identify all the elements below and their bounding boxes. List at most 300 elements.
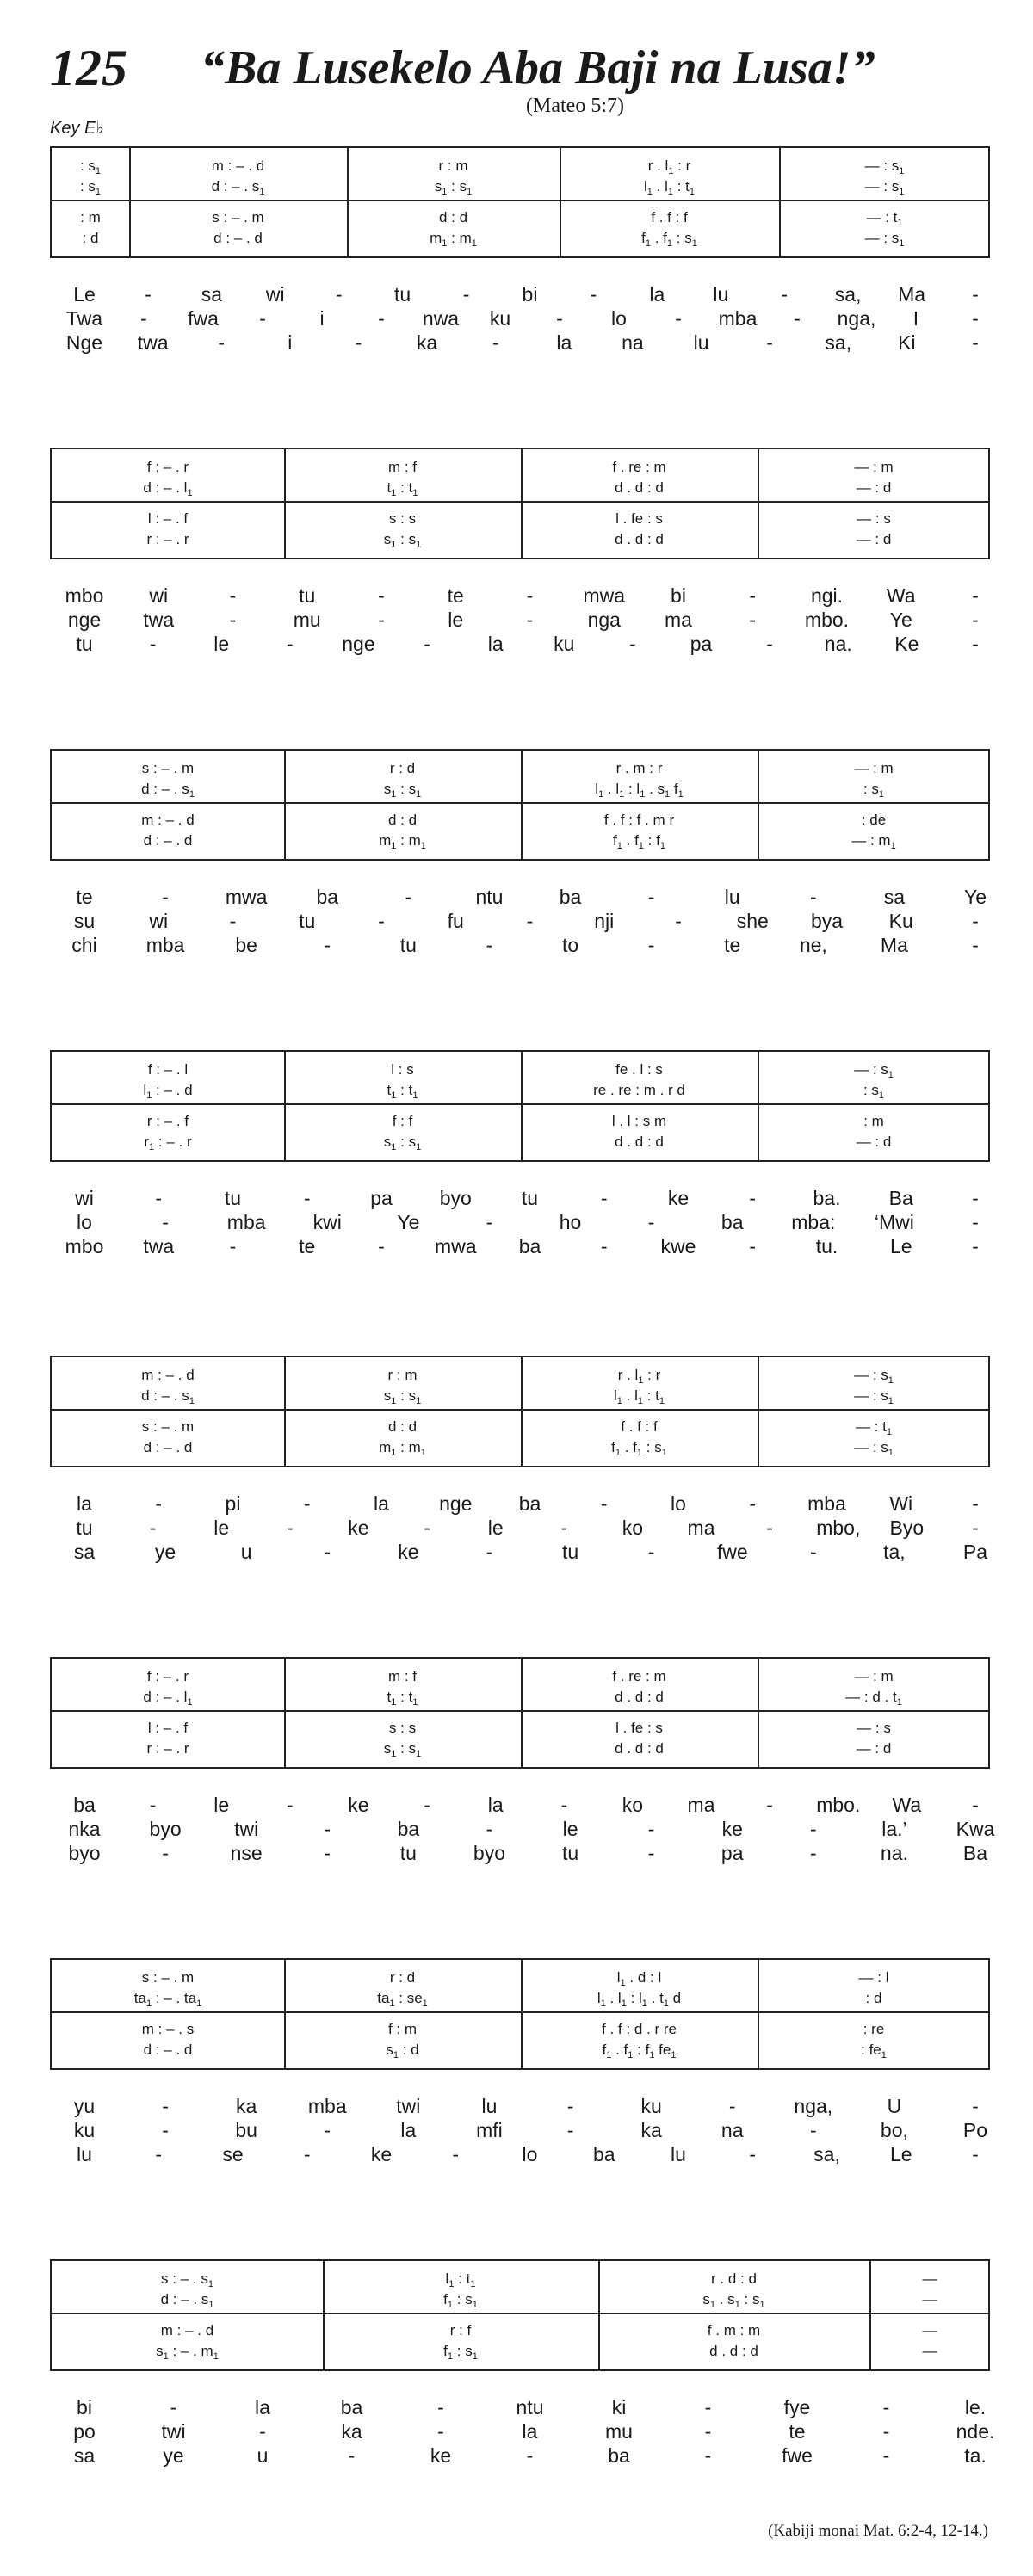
lyric-line-verse-3 <box>50 632 988 656</box>
lyric-syllable: fye <box>783 2396 811 2418</box>
solfa-measure: r : – . r <box>146 1740 189 1757</box>
lyric-line-verse-3 <box>50 1841 988 1865</box>
solfa-measure: d : d <box>387 1418 418 1435</box>
lyric-syllable: twa <box>143 1235 175 1257</box>
lyric-syllable: - <box>809 1541 817 1563</box>
lyric-syllable: nge <box>439 1492 473 1515</box>
lyric-syllable: - <box>766 633 773 655</box>
lyric-syllable: twi <box>396 2095 421 2117</box>
lyric-syllable: - <box>600 1492 608 1515</box>
lyric-syllable: le <box>562 1818 578 1840</box>
lyric-syllable: - <box>229 608 237 631</box>
solfa-measure: s : – . m <box>141 1969 195 1986</box>
lyric-line-verse-3 <box>50 2142 988 2166</box>
lyric-syllable: - <box>348 2444 356 2467</box>
lyric-syllable: pi <box>225 1492 241 1515</box>
solfa-measure: — : m <box>854 760 894 776</box>
lyric-syllable: - <box>600 1235 608 1257</box>
solfa-measure: — : $s_1$ <box>854 1439 894 1458</box>
lyric-syllable: la.’ <box>881 1818 907 1840</box>
lyric-syllable: - <box>647 1818 655 1840</box>
solfa-measure: — : l <box>858 1969 889 1986</box>
lyric-syllable: - <box>600 1187 608 1209</box>
lyric-syllable: ba <box>397 1818 420 1840</box>
lyric-syllable: ku <box>554 633 575 655</box>
solfa-measure: : d <box>82 230 99 246</box>
voice-row <box>52 1989 988 2008</box>
solfa-measure: $s_1$ : – . $m_1$ <box>156 2343 219 2362</box>
lyric-syllable: - <box>486 1211 493 1233</box>
lyric-syllable: lu <box>671 2143 686 2165</box>
lyric-syllable: mba: <box>791 1211 836 1233</box>
lyric-syllable: - <box>492 331 499 354</box>
sol-fa-staff <box>50 1356 990 1467</box>
lyric-syllable: - <box>335 283 343 306</box>
lyric-syllable: ku <box>73 2119 96 2141</box>
solfa-measure: f . f : f <box>621 1418 658 1435</box>
lyric-syllable: Twa <box>65 307 103 330</box>
lyric-syllable: ba <box>518 1492 541 1515</box>
lyric-syllable: fwe <box>782 2444 813 2467</box>
voice-row <box>52 510 988 528</box>
lyric-syllable: la <box>556 331 572 354</box>
solfa-measure: — : $s_1$ <box>854 1367 894 1386</box>
solfa-measure: $t_1$ : $t_1$ <box>387 1689 418 1708</box>
sol-fa-staff <box>50 1050 990 1162</box>
lyric-syllable: - <box>647 886 655 908</box>
lyric-syllable: - <box>162 2095 169 2117</box>
solfa-measure: — : m <box>854 1668 894 1684</box>
lyric-syllable: - <box>378 307 385 330</box>
solfa-measure: — : $s_1$ <box>864 178 905 197</box>
lyric-syllable: wi <box>75 1187 94 1209</box>
solfa-measure: d . d : d <box>615 1740 664 1757</box>
voice-row <box>52 208 988 227</box>
voice-row <box>52 1112 988 1131</box>
lyric-syllable: - <box>972 1492 979 1515</box>
solfa-measure: f . f : f . m r <box>603 812 675 828</box>
lyric-syllable: tu <box>76 1517 93 1539</box>
lyric-line-verse-2 <box>50 2419 995 2443</box>
lyric-syllable: bo, <box>880 2119 908 2141</box>
lyric-syllable: ngi. <box>810 584 844 607</box>
solfa-measure: — : $t_1$ <box>866 209 903 228</box>
lyric-syllable: le <box>213 633 230 655</box>
lyric-syllable: mba <box>307 2095 347 2117</box>
lyric-syllable: - <box>882 2396 890 2418</box>
lyric-syllable: ba <box>316 886 339 908</box>
lyric-syllable: ta, <box>883 1541 906 1563</box>
lyric-syllable: twi <box>234 1818 259 1840</box>
lyric-syllable: ntu <box>516 2396 544 2418</box>
lyric-syllable: la <box>522 2420 538 2443</box>
lyric-syllable: la <box>374 1492 389 1515</box>
lyric-line-verse-2 <box>50 1817 995 1841</box>
solfa-measure: r : – . r <box>146 531 189 547</box>
lyric-syllable: - <box>972 2143 979 2165</box>
solfa-measure: — <box>922 2343 937 2359</box>
lyric-syllable: - <box>424 633 430 655</box>
lyric-syllable: - <box>794 307 801 330</box>
lyric-syllable: mfi <box>476 2119 503 2141</box>
lyric-syllable: lu <box>713 283 729 306</box>
lyric-syllable: - <box>749 1187 757 1209</box>
solfa-measure: f : f <box>392 1113 413 1129</box>
lyric-syllable: la <box>255 2396 270 2418</box>
lyric-syllable: po <box>73 2420 96 2443</box>
lyric-syllable: ba <box>73 1794 96 1816</box>
lyric-syllable: lu <box>77 2143 92 2165</box>
lyric-syllable: mba <box>807 1492 846 1515</box>
lyric-syllable: mba <box>718 307 758 330</box>
lyric-syllable: Le <box>889 2143 912 2165</box>
solfa-measure: — <box>922 2270 937 2287</box>
lyric-syllable: - <box>749 1235 757 1257</box>
lyric-syllable: bi <box>522 283 538 306</box>
solfa-measure: m : f <box>387 459 418 475</box>
lyric-syllable: - <box>303 2143 311 2165</box>
lyric-syllable: - <box>303 1492 311 1515</box>
voice-row <box>52 831 988 850</box>
solfa-measure: f . f : d . r re <box>602 2021 677 2037</box>
lyric-syllable: la <box>487 633 504 655</box>
lyric-syllable: ke <box>667 1187 690 1209</box>
solfa-measure: — : s <box>857 1720 891 1736</box>
solfa-measure: — : $s_1$ <box>854 1061 894 1080</box>
lyric-syllable: - <box>378 1235 385 1257</box>
lyric-syllable: ke <box>348 1517 369 1539</box>
lyric-syllable: - <box>560 1794 568 1816</box>
solfa-measure: r . m : r <box>615 760 663 776</box>
lyric-line-verse-3 <box>50 330 988 355</box>
solfa-measure: : de <box>861 812 887 828</box>
lyric-syllable: tu <box>299 584 316 607</box>
lyric-syllable: mba <box>145 934 185 956</box>
lyric-syllable: I <box>912 307 919 330</box>
lyric-syllable: ho <box>559 1211 582 1233</box>
lyric-syllable: mbo. <box>804 608 850 631</box>
lyric-syllable: - <box>162 886 169 908</box>
lyric-syllable: ka <box>640 2119 662 2141</box>
lyric-syllable: ka <box>341 2420 362 2443</box>
lyric-syllable: ke <box>430 2444 452 2467</box>
solfa-measure: — : $s_1$ <box>864 158 905 176</box>
lyric-line-verse-1 <box>50 885 988 909</box>
lyric-syllable: u <box>240 1541 252 1563</box>
lyric-syllable: - <box>972 1794 979 1816</box>
solfa-measure: — : $s_1$ <box>864 230 905 249</box>
lyric-syllable: - <box>324 1541 331 1563</box>
solfa-measure: $l_1$ . $l_1$ : $l_1$ . $s_1$ $f_1$ <box>595 781 684 800</box>
lyric-syllable: - <box>590 283 597 306</box>
lyric-syllable: - <box>781 283 789 306</box>
lyric-syllable: Ki <box>898 331 916 354</box>
voice-row <box>52 2321 988 2340</box>
lyric-syllable: - <box>766 331 773 354</box>
solfa-measure: — : d <box>856 1740 892 1757</box>
lyric-syllable: - <box>149 1517 157 1539</box>
lyric-syllable: - <box>809 886 817 908</box>
lyric-syllable: u <box>257 2444 269 2467</box>
lyric-syllable: la <box>77 1492 92 1515</box>
solfa-measure: d . d : d <box>615 1689 664 1705</box>
solfa-measure: d : – . d <box>143 2042 193 2058</box>
lyric-syllable: pa <box>370 1187 393 1209</box>
lyric-syllable: nka <box>68 1818 101 1840</box>
lyric-syllable: - <box>162 1842 169 1864</box>
hymn-header <box>50 38 988 138</box>
lyric-syllable: - <box>324 934 331 956</box>
lyric-syllable: - <box>355 331 362 354</box>
lyric-syllable: sa, <box>825 331 852 354</box>
sol-fa-staff <box>50 1958 990 2070</box>
solfa-measure: m : f <box>387 1668 418 1684</box>
lyric-syllable: ke <box>370 2143 393 2165</box>
lyric-line-verse-2 <box>50 1516 988 1540</box>
solfa-measure: $t_1$ : $t_1$ <box>387 1082 418 1101</box>
lyric-syllable: to <box>561 934 579 956</box>
lyric-syllable: - <box>486 934 493 956</box>
lyric-syllable: - <box>259 307 266 330</box>
voice-row <box>52 1438 988 1457</box>
solfa-measure: re . re : m . r d <box>593 1082 685 1098</box>
lyric-syllable: fu <box>447 910 464 932</box>
lyric-syllable: she <box>736 910 769 932</box>
solfa-measure: f : – . r <box>146 459 189 475</box>
voice-row <box>52 2290 988 2309</box>
lyric-syllable: - <box>972 1235 979 1257</box>
lyric-syllable: - <box>675 910 682 932</box>
lyric-line-verse-2 <box>50 608 988 632</box>
lyric-syllable: - <box>566 2119 574 2141</box>
lyric-syllable: lo <box>77 1211 92 1233</box>
lyric-line-verse-1 <box>50 584 988 608</box>
lyric-syllable: tu <box>399 1842 417 1864</box>
lyric-syllable: - <box>462 283 470 306</box>
voice-row <box>52 479 988 497</box>
solfa-measure: $s_1$ : $s_1$ <box>434 178 473 197</box>
lyric-syllable: mbo, <box>816 1517 861 1539</box>
voice-row <box>52 177 988 196</box>
lyric-syllable: nga, <box>837 307 876 330</box>
lyric-syllable: la <box>487 1794 504 1816</box>
lyric-syllable: ma <box>665 608 692 631</box>
lyric-syllable: Pa <box>962 1541 988 1563</box>
lyric-syllable: - <box>675 307 682 330</box>
lyric-syllable: - <box>728 2095 736 2117</box>
lyric-syllable: - <box>972 633 979 655</box>
solfa-measure: — : d <box>856 1134 892 1150</box>
lyric-syllable: kwi <box>312 1211 342 1233</box>
lyric-syllable: pa <box>690 633 713 655</box>
solfa-measure: d . d : d <box>709 2343 758 2359</box>
lyric-syllable: lu <box>724 886 740 908</box>
solfa-measure: s : – . m <box>212 209 264 225</box>
solfa-measure: m : – . s <box>141 2021 195 2037</box>
lyric-syllable: - <box>486 1818 493 1840</box>
lyric-syllable: - <box>809 1842 817 1864</box>
lyric-syllable: - <box>162 1211 169 1233</box>
lyric-syllable: na <box>721 2119 744 2141</box>
solfa-measure: $f_1$ . $f_1$ : $s_1$ <box>641 230 697 249</box>
lyric-syllable: - <box>882 2420 890 2443</box>
solfa-measure: — : s <box>857 510 891 527</box>
lyric-syllable: - <box>749 1492 757 1515</box>
voice-row <box>52 157 988 176</box>
lyric-syllable: tu <box>521 1187 539 1209</box>
solfa-measure: r . d : d <box>711 2270 757 2287</box>
lyric-syllable: tu <box>299 910 316 932</box>
voice-row <box>52 1133 988 1152</box>
solfa-measure: $s_1$ : $s_1$ <box>383 531 422 550</box>
solfa-measure: — : d <box>856 531 892 547</box>
lyric-syllable: ba <box>608 2444 630 2467</box>
lyric-syllable: mwa <box>583 584 626 607</box>
solfa-measure: s : – . m <box>141 1418 195 1435</box>
lyric-syllable: - <box>155 1492 163 1515</box>
lyric-syllable: Le <box>889 1235 912 1257</box>
solfa-measure: : d <box>865 1990 882 2006</box>
lyric-syllable: U <box>887 2095 902 2117</box>
lyric-syllable: - <box>647 1842 655 1864</box>
solfa-measure: — : d . $t_1$ <box>845 1689 902 1708</box>
lyric-line-verse-2 <box>50 2118 988 2142</box>
solfa-measure: l . fe : s <box>615 510 663 527</box>
lyric-syllable: - <box>972 1517 979 1539</box>
lyric-syllable: mwa <box>434 1235 477 1257</box>
lyric-syllable: nwa <box>422 307 460 330</box>
solfa-measure: m : – . d <box>160 2322 214 2338</box>
solfa-measure: $l_1$ . $l_1$ : $t_1$ <box>643 178 696 197</box>
lyric-syllable: - <box>229 1235 237 1257</box>
lyric-syllable: - <box>149 633 157 655</box>
voice-row <box>52 1739 988 1758</box>
lyric-syllable: - <box>647 1541 655 1563</box>
voice-row <box>52 2041 988 2060</box>
solfa-measure: — : m <box>854 459 894 475</box>
lyric-syllable: - <box>162 2119 169 2141</box>
lyric-syllable: ma <box>687 1794 715 1816</box>
lyric-syllable: nga, <box>794 2095 833 2117</box>
solfa-measure: m : – . d <box>211 158 265 174</box>
solfa-measure: f : – . l <box>147 1061 189 1078</box>
lyric-syllable: Le <box>73 283 96 306</box>
solfa-measure: $m_1$ : $m_1$ <box>379 1439 426 1458</box>
lyric-syllable: ntu <box>475 886 504 908</box>
lyric-syllable: tu <box>224 1187 242 1209</box>
solfa-measure: $f_1$ . $f_1$ : $f_1$ <box>613 832 665 851</box>
lyric-syllable: sa, <box>813 2143 840 2165</box>
solfa-measure: $s_1$ : d <box>386 2042 419 2060</box>
lyric-syllable: byo <box>473 1842 505 1864</box>
lyric-syllable: la <box>649 283 665 306</box>
voice-row <box>52 811 988 830</box>
solfa-measure: — <box>922 2322 937 2338</box>
solfa-measure: fe . l : s <box>615 1061 663 1078</box>
solfa-measure: $l_1$ : $t_1$ <box>445 2270 476 2289</box>
lyric-syllable: Ma <box>880 934 908 956</box>
lyric-syllable: - <box>287 633 294 655</box>
voice-row <box>52 1968 988 1987</box>
solfa-measure: f . f : f <box>651 209 688 225</box>
solfa-measure: $l_1$ . $l_1$ : $l_1$ . $t_1$ d <box>597 1990 682 2009</box>
lyric-syllable: - <box>324 1818 331 1840</box>
lyric-syllable: nge <box>67 608 102 631</box>
lyric-syllable: fwa <box>188 307 219 330</box>
lyric-syllable: - <box>972 307 979 330</box>
lyric-syllable: bi <box>77 2396 92 2418</box>
lyric-syllable: Ye <box>397 1211 420 1233</box>
lyric-syllable: Ye <box>889 608 912 631</box>
lyric-syllable: bya <box>810 910 844 932</box>
lyric-syllable: byo <box>68 1842 101 1864</box>
voice-row <box>52 2342 988 2361</box>
lyric-syllable: - <box>526 910 534 932</box>
lyric-syllable: ba <box>592 2143 615 2165</box>
hymn-number: 125 <box>50 40 127 96</box>
lyric-syllable: lo <box>522 2143 538 2165</box>
lyric-syllable: - <box>170 2396 177 2418</box>
lyric-syllable: - <box>324 2119 331 2141</box>
lyric-syllable: mu <box>293 608 321 631</box>
solfa-measure: d : – . $s_1$ <box>211 178 265 197</box>
solfa-measure: d : – . $s_1$ <box>141 1387 195 1406</box>
solfa-measure: $ta_1$ : – . $ta_1$ <box>133 1990 202 2009</box>
lyric-syllable: se <box>222 2143 244 2165</box>
lyric-syllable: ba. <box>813 1187 841 1209</box>
voice-row <box>52 229 988 248</box>
solfa-measure: $l_1$ . $l_1$ : $t_1$ <box>613 1387 665 1406</box>
lyric-syllable: fwe <box>716 1541 748 1563</box>
solfa-measure: $l_1$ : – . d <box>143 1082 193 1101</box>
lyric-syllable: Ke <box>894 633 919 655</box>
lyric-syllable: - <box>526 584 534 607</box>
lyric-line-verse-1 <box>50 1492 988 1516</box>
sol-fa-staff <box>50 146 990 258</box>
solfa-measure: d : d <box>387 812 418 828</box>
lyric-syllable: mbo <box>65 584 104 607</box>
lyric-syllable: Wi <box>889 1492 913 1515</box>
lyric-syllable: - <box>566 2095 574 2117</box>
lyric-syllable: ko <box>622 1794 644 1816</box>
lyric-syllable: - <box>437 2420 444 2443</box>
lyric-syllable: lu <box>481 2095 498 2117</box>
lyric-syllable: tu <box>394 283 411 306</box>
solfa-measure: r : d <box>389 760 416 776</box>
lyric-syllable: byo <box>439 1187 472 1209</box>
solfa-measure: d : – . d <box>213 230 263 246</box>
lyric-syllable: - <box>303 1187 311 1209</box>
solfa-measure: s : s <box>388 510 417 527</box>
lyric-syllable: bu <box>235 2119 257 2141</box>
lyric-syllable: ka <box>416 331 438 354</box>
solfa-measure: r . $l_1$ : r <box>647 158 691 176</box>
voice-row <box>52 759 988 778</box>
solfa-measure: l : – . f <box>147 510 189 527</box>
solfa-measure: $m_1$ : $m_1$ <box>430 230 477 249</box>
solfa-measure: $s_1$ : $s_1$ <box>383 1134 422 1152</box>
solfa-measure: : $s_1$ <box>79 158 102 176</box>
lyric-syllable: na. <box>824 633 852 655</box>
lyric-syllable: - <box>155 1187 163 1209</box>
lyric-syllable: mu <box>605 2420 633 2443</box>
lyric-syllable: - <box>972 910 979 932</box>
voice-row <box>52 1418 988 1436</box>
lyric-syllable: Wa <box>886 584 916 607</box>
lyric-syllable: tu <box>561 1842 579 1864</box>
lyric-syllable: - <box>972 2095 979 2117</box>
lyric-syllable: na. <box>880 1842 908 1864</box>
